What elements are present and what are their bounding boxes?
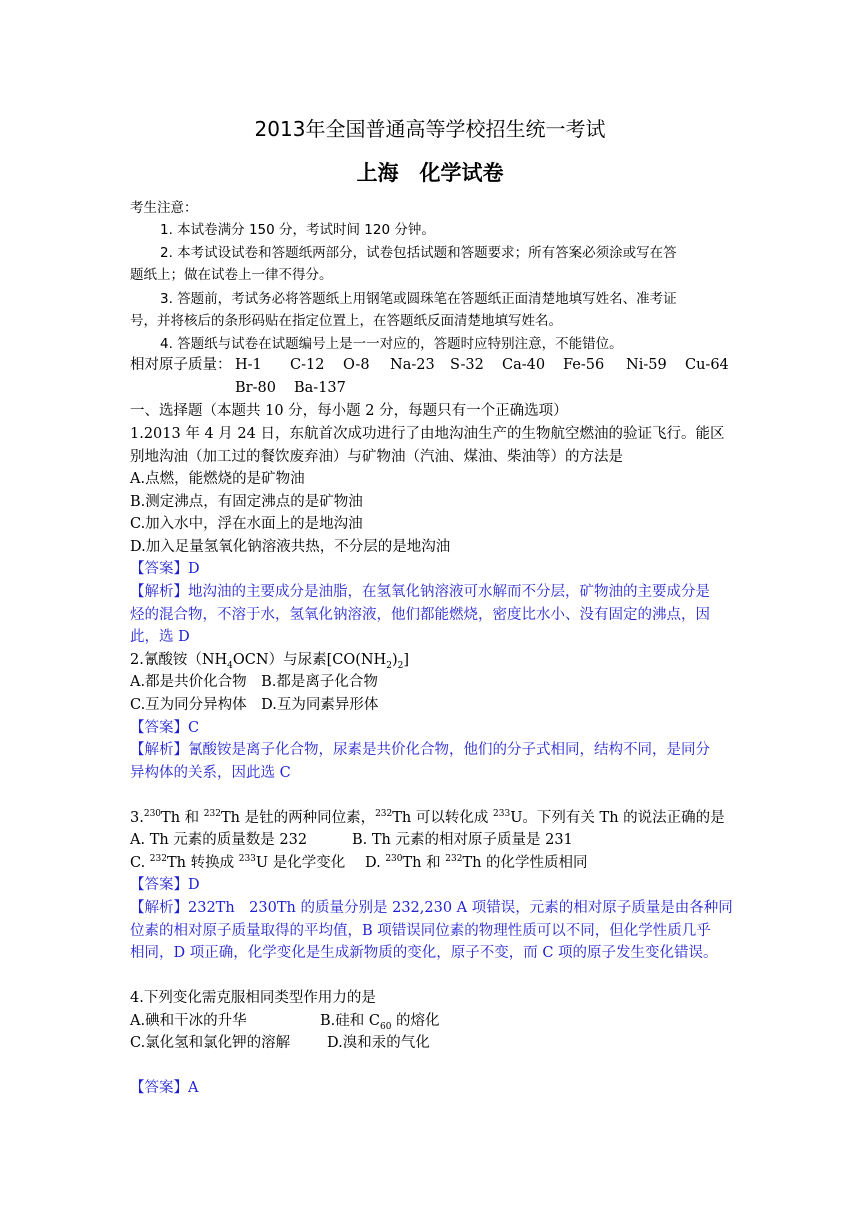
atomic-mass-ca: Ca-40 (502, 357, 546, 373)
q1-option-b: B.测定沸点，有固定沸点的是矿物油 (130, 494, 363, 510)
q3-analysis-line1 (130, 897, 733, 919)
q2-subscript: 2 (397, 660, 404, 671)
answer-label: 【答案】 (130, 720, 188, 736)
atomic-mass-h: H-1 (235, 357, 262, 373)
analysis-label: 【解析】 (130, 900, 188, 916)
atomic-mass-na: Na-23 (390, 357, 435, 373)
q2-stem (130, 649, 409, 671)
notice-item-4: 4. 答题纸与试卷在试题编号上是一一对应的，答题时应特别注意，不能错位。 (160, 336, 623, 352)
q4-options-row2 (130, 1032, 430, 1054)
q1-analysis-line1 (130, 581, 710, 603)
atomic-mass-cu: Cu-64 (685, 357, 729, 373)
notice-item-2-line2: 题纸上；做在试卷上一律不得分。 (130, 267, 333, 283)
atomic-mass-o: O-8 (343, 357, 370, 373)
q2-answer (130, 717, 199, 739)
q3-option-a: A. Th 元素的质量数是 232 (130, 832, 308, 848)
q3-option-d (365, 852, 588, 874)
notice-heading: 考生注意： (130, 200, 198, 216)
answer-label: 【答案】 (130, 877, 188, 893)
q3-superscript: 233 (238, 854, 256, 865)
q3-analysis-line3: 相同，D 项正确，化学变化是生成新物质的变化，原子不变，而 C 项的原子发生变化错误。 (130, 945, 718, 961)
q3-analysis-line2: 位素的相对原子质量取得的平均值，B 项错误同位素的物理性质可以不同，但化学性质几乎 (130, 923, 711, 939)
q4-option-b (320, 1010, 440, 1032)
q3-option-part: C. (130, 855, 150, 871)
q4-option-d: D.溴和汞的气化 (327, 1035, 430, 1051)
q4-option-part: 的熔化 (391, 1013, 440, 1029)
notice-item-3-line1: 3. 答题前，考试务必将答题纸上用钢笔或圆珠笔在答题纸正面清楚地填写姓名、准考证 (160, 291, 677, 307)
q3-superscript: 232 (149, 854, 167, 865)
q3-option-part: Th 转换成 (166, 855, 239, 871)
q4-answer (130, 1077, 198, 1099)
q2-options-line1: A.都是共价化合物 B.都是离子化合物 (130, 674, 378, 690)
q4-options-row1 (130, 1010, 440, 1032)
q2-subscript: 4 (227, 660, 233, 671)
atomic-mass-br: Br-80 (235, 380, 276, 396)
q2-answer-value: C (188, 720, 200, 736)
q2-analysis-text1: 氰酸铵是离子化合物，尿素是共价化合物，他们的分子式相同，结构不同，是同分 (188, 742, 710, 758)
q3-option-part: D. (365, 855, 386, 871)
q4-option-a: A.碘和干冰的升华 (130, 1013, 247, 1029)
q2-analysis-line1 (130, 739, 710, 761)
q3-answer (130, 874, 200, 896)
q1-answer (130, 558, 200, 580)
q2-stem-part: ] (403, 652, 410, 668)
answer-label: 【答案】 (130, 1080, 188, 1096)
q4-option-c: C.氯化氢和氯化钾的溶解 (130, 1035, 291, 1051)
q1-option-d: D.加入足量氢氧化钠溶液共热，不分层的是地沟油 (130, 539, 451, 555)
q4-stem: 4.下列变化需克服相同类型作用力的是 (130, 990, 376, 1006)
notice-item-2-line1: 2. 本考试设试卷和答题纸两部分，试卷包括试题和答题要求；所有答案必须涂或写在答 (160, 245, 677, 261)
q3-superscript: 232 (203, 809, 221, 820)
q3-option-part: U 是化学变化 (255, 855, 346, 871)
atomic-mass-s: S-32 (450, 357, 484, 373)
q3-options-row2 (130, 852, 588, 874)
q1-analysis-line2: 烃的混合物，不溶于水，氢氧化钠溶液，他们都能燃烧，密度比水小、没有固定的沸点，因 (130, 607, 710, 623)
q2-stem-part: OCN）与尿素[CO(NH (232, 652, 387, 668)
q3-option-part: Th 的化学性质相同 (462, 855, 588, 871)
analysis-label: 【解析】 (130, 742, 188, 758)
q3-stem-part: U。下列有关 Th 的说法正确的是 (510, 810, 725, 826)
atomic-mass-ni: Ni-59 (626, 357, 667, 373)
q3-option-b: B. Th 元素的相对原子质量是 231 (352, 832, 573, 848)
atomic-mass-label: 相对原子质量： (130, 357, 232, 373)
q1-analysis-text1: 地沟油的主要成分是油脂，在氢氧化钠溶液可水解而不分层，矿物油的主要成分是 (188, 584, 710, 600)
notice-item-3-line2: 号，并将核后的条形码贴在指定位置上，在答题纸反面清楚地填写姓名。 (130, 313, 562, 329)
q3-option-c (130, 855, 345, 871)
q2-options-line2: C.互为同分异构体 D.互为同素异形体 (130, 697, 379, 713)
analysis-label: 【解析】 (130, 584, 188, 600)
q3-stem-part: Th (161, 810, 181, 826)
notice-item-1: 1. 本试卷满分 150 分，考试时间 120 分钟。 (160, 222, 435, 238)
q3-analysis-text1: 232Th 230Th 的质量分别是 232,230 A 项错误，元素的相对原子质量是由各种同 (188, 900, 733, 916)
q1-option-c: C.加入水中，浮在水面上的是地沟油 (130, 516, 363, 532)
q3-stem-part: Th 可以转化成 (392, 810, 493, 826)
q3-number: 3. (130, 810, 144, 826)
q3-superscript: 232 (445, 854, 463, 865)
q3-superscript: 232 (375, 809, 393, 820)
q3-stem-part: 和 (180, 810, 204, 826)
q1-option-a: A.点燃，能燃烧的是矿物油 (130, 471, 305, 487)
atomic-mass-fe: Fe-56 (563, 357, 605, 373)
q2-stem-part: ) (391, 652, 398, 668)
q1-stem-line2: 别地沟油（加工过的餐饮废弃油）与矿物油（汽油、煤油、柴油等）的方法是 (130, 449, 623, 465)
q3-option-part: Th 和 (402, 855, 446, 871)
q3-stem (130, 807, 725, 829)
atomic-mass-row-1 (130, 354, 729, 376)
exam-title: 2013年全国普通高等学校招生统一考试 (254, 117, 606, 141)
q4-subscript: 60 (379, 1021, 392, 1032)
q3-superscript: 233 (493, 809, 511, 820)
q4-option-part: B.硅和 C (320, 1013, 380, 1029)
answer-label: 【答案】 (130, 561, 188, 577)
q3-superscript: 230 (143, 809, 162, 820)
exam-subtitle: 上海 化学试卷 (356, 161, 504, 185)
q3-stem-part: Th 是钍的两种同位素， (220, 810, 376, 826)
atomic-mass-ba: Ba-137 (294, 380, 346, 396)
q3-superscript: 230 (385, 854, 403, 865)
q1-stem-line1: 1.2013 年 4 月 24 日，东航首次成功进行了由地沟油生产的生物航空燃油的验证飞行。能区 (130, 426, 725, 442)
q2-stem-part: 2.氰酸铵（NH (130, 652, 228, 668)
q3-answer-value: D (188, 877, 200, 893)
atomic-mass-c: C-12 (290, 357, 325, 373)
q1-analysis-line3: 此，选 D (130, 629, 190, 645)
q3-options-row1 (130, 829, 573, 851)
section-heading: 一、选择题（本题共 10 分，每小题 2 分，每题只有一个正确选项） (130, 403, 568, 419)
q2-subscript: 2 (386, 660, 392, 671)
q2-analysis-line2: 异构体的关系，因此选 C (130, 765, 291, 781)
q1-answer-value: D (188, 561, 200, 577)
q4-answer-value: A (188, 1080, 199, 1096)
